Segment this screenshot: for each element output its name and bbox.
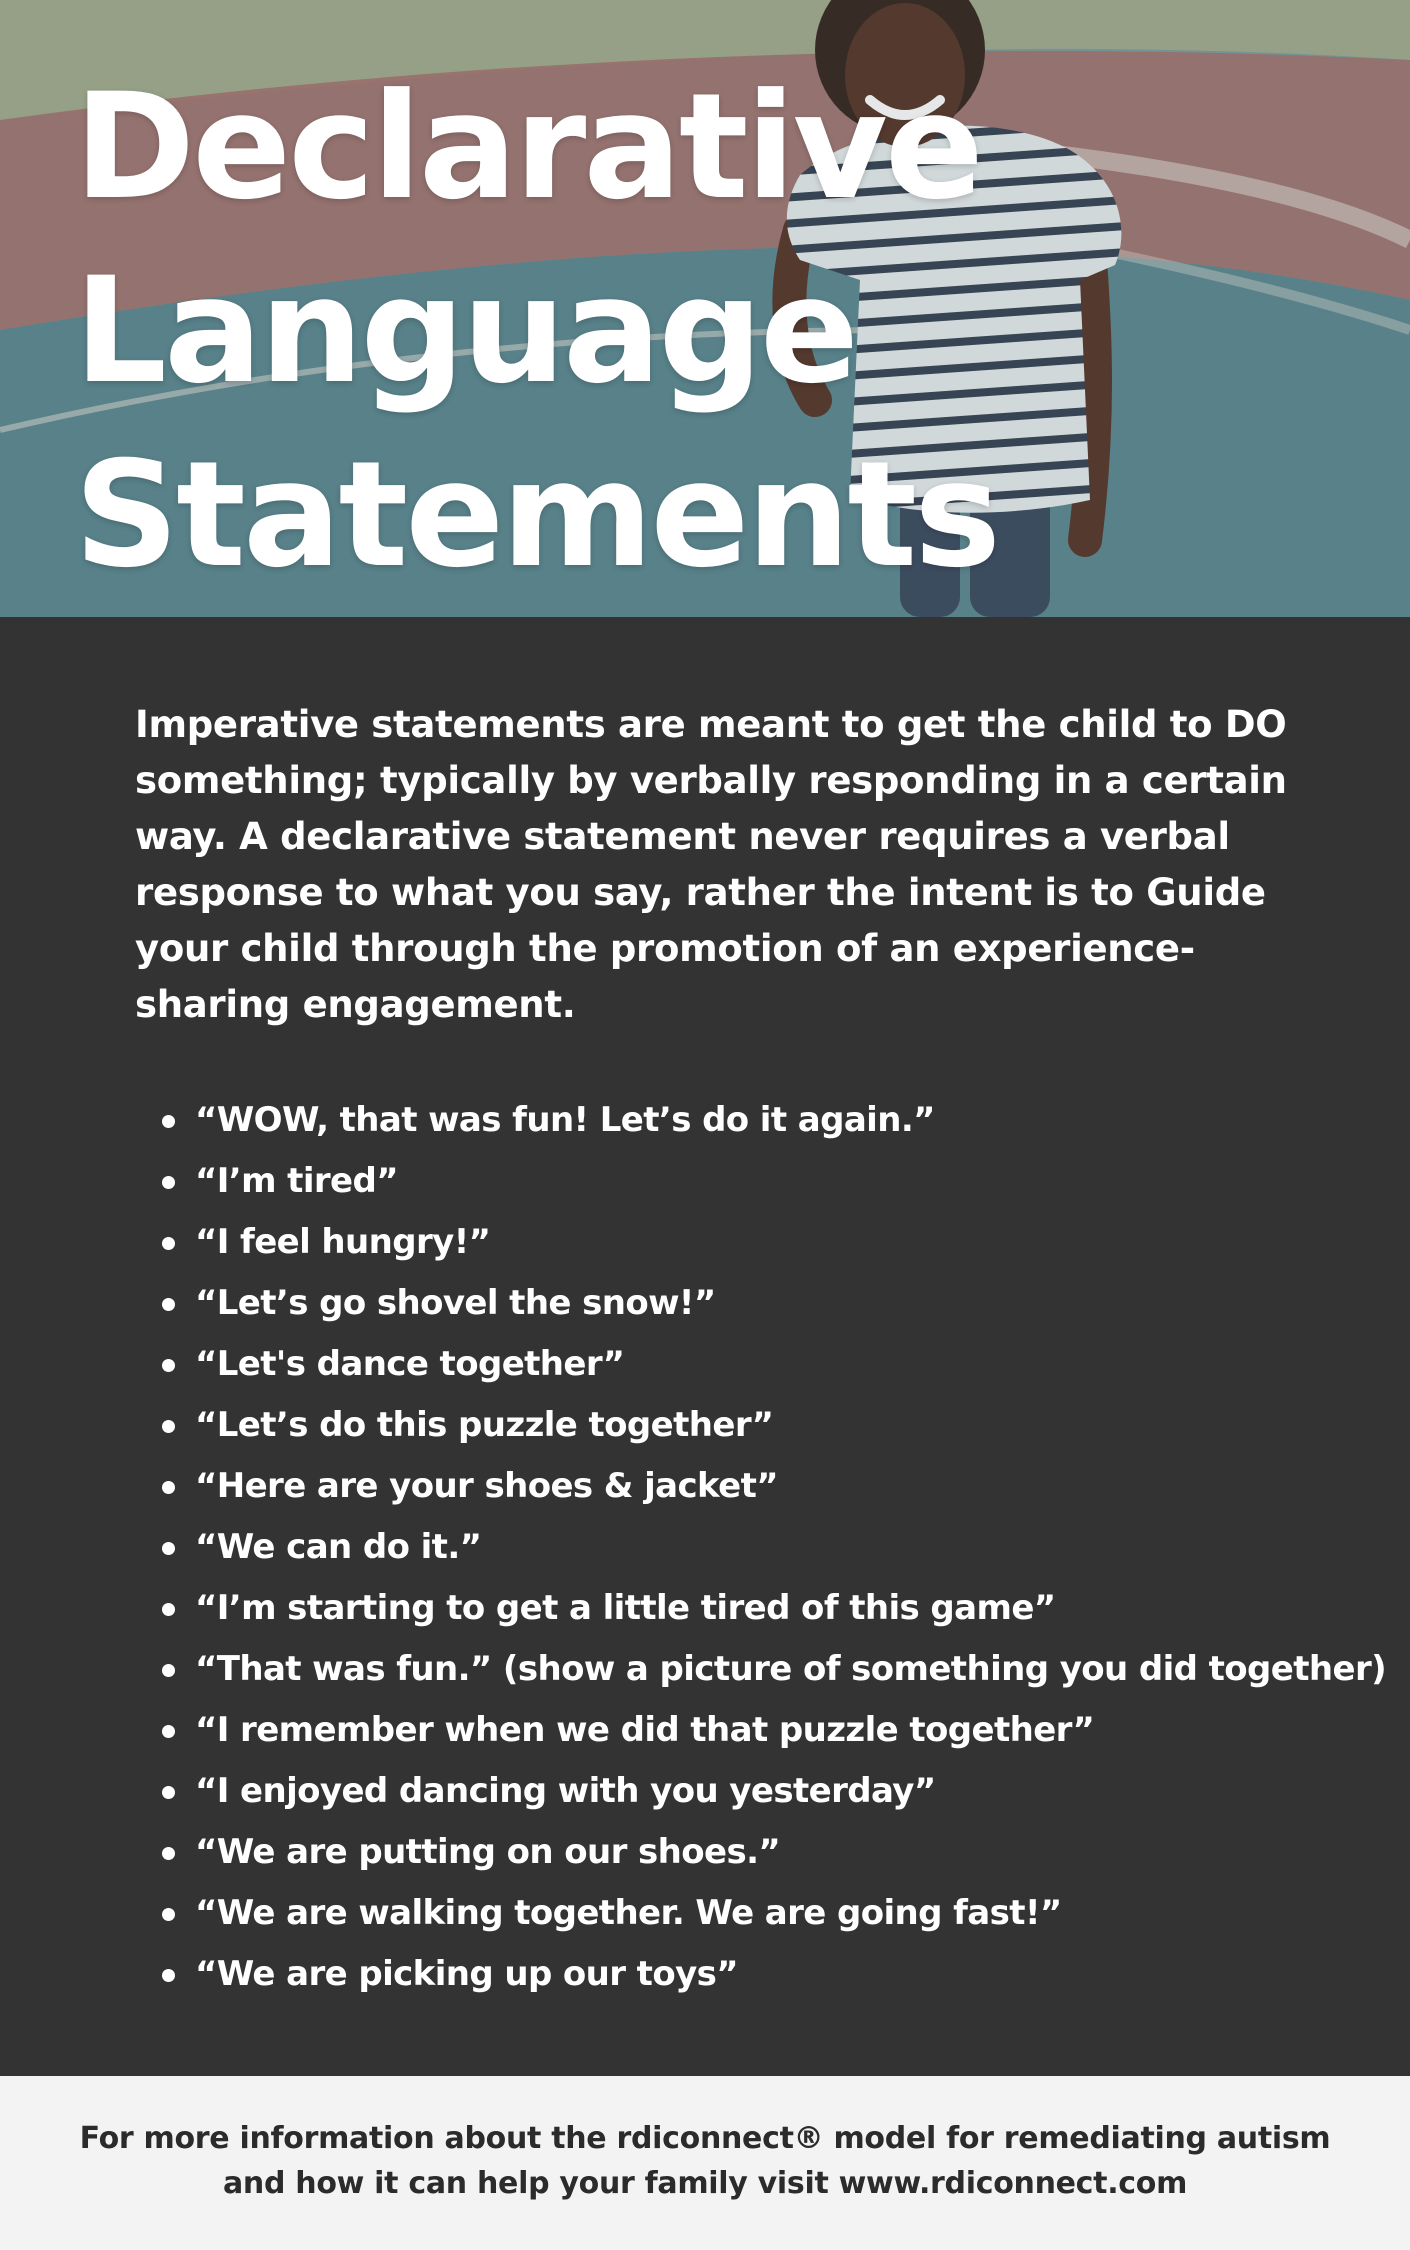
statement-text: “We are walking together. We are going fast!” <box>195 1893 1062 1933</box>
bullet-icon <box>162 1786 175 1799</box>
bullet-icon <box>162 1359 175 1372</box>
statement-text: “Let’s do this puzzle together” <box>195 1405 774 1445</box>
list-item <box>135 1517 1375 1578</box>
bullet-icon <box>162 1542 175 1555</box>
intro-paragraph: Imperative statements are meant to get the child to DO something; typically by verbally responding in a certain way. A declarative statement never requires a verbal response to what you say, rather the intent is to Guide your child through the promotion of an experience-sharing engagement. <box>135 703 1287 1026</box>
hero-banner <box>0 0 1410 617</box>
bullet-icon <box>162 1908 175 1921</box>
statements-list <box>135 1090 1387 2005</box>
statement-text: “We can do it.” <box>195 1527 482 1567</box>
statement-text: “We are picking up our toys” <box>195 1954 739 1994</box>
list-item <box>135 1578 1375 1639</box>
statement-text: “WOW, that was fun! Let’s do it again.” <box>195 1100 935 1140</box>
bullet-icon <box>162 1237 175 1250</box>
bullet-icon <box>162 1481 175 1494</box>
list-item <box>135 1822 1375 1883</box>
list-item <box>135 1273 1375 1334</box>
statement-text: “I remember when we did that puzzle together” <box>195 1710 1095 1750</box>
title-line-1: Declarative <box>74 62 981 232</box>
list-item <box>135 1151 1375 1212</box>
list-item <box>135 1395 1375 1456</box>
list-item <box>135 1700 1375 1761</box>
statement-text: “Let’s go shovel the snow!” <box>195 1283 716 1323</box>
page-title <box>74 55 998 607</box>
bullet-icon <box>162 1298 175 1311</box>
title-line-2: Language <box>74 246 856 416</box>
list-item <box>135 1944 1375 2005</box>
statement-text: “I enjoyed dancing with you yesterday” <box>195 1771 936 1811</box>
title-line-3: Statements <box>74 430 999 600</box>
list-item <box>135 1334 1375 1395</box>
list-item <box>135 1212 1375 1273</box>
list-item <box>135 1761 1375 1822</box>
bullet-icon <box>162 1725 175 1738</box>
bullet-icon <box>162 1969 175 1982</box>
list-item <box>135 1639 1387 1700</box>
bullet-icon <box>162 1603 175 1616</box>
footer <box>0 2076 1410 2250</box>
statement-text: “I’m starting to get a little tired of this game” <box>195 1588 1056 1628</box>
bullet-icon <box>162 1176 175 1189</box>
statement-text: “We are putting on our shoes.” <box>195 1832 781 1872</box>
statement-text: “That was fun.” (show a picture of something you did together) <box>195 1649 1387 1689</box>
footer-info <box>40 2116 1370 2206</box>
content-section <box>0 617 1410 2076</box>
bullet-icon <box>162 1847 175 1860</box>
list-item <box>135 1090 1375 1151</box>
statement-text: “Let's dance together” <box>195 1344 625 1384</box>
bullet-icon <box>162 1420 175 1433</box>
bullet-icon <box>162 1115 175 1128</box>
statement-text: “I’m tired” <box>195 1161 398 1201</box>
statement-text: “Here are your shoes & jacket” <box>195 1466 778 1506</box>
footer-line-2: and how it can help your family visit www.rdiconnect.com <box>222 2166 1188 2201</box>
statement-text: “I feel hungry!” <box>195 1222 491 1262</box>
list-item <box>135 1456 1375 1517</box>
bullet-icon <box>162 1664 175 1677</box>
list-item <box>135 1883 1375 1944</box>
footer-line-1: For more information about the rdiconnect® model for remediating autism <box>79 2121 1331 2156</box>
